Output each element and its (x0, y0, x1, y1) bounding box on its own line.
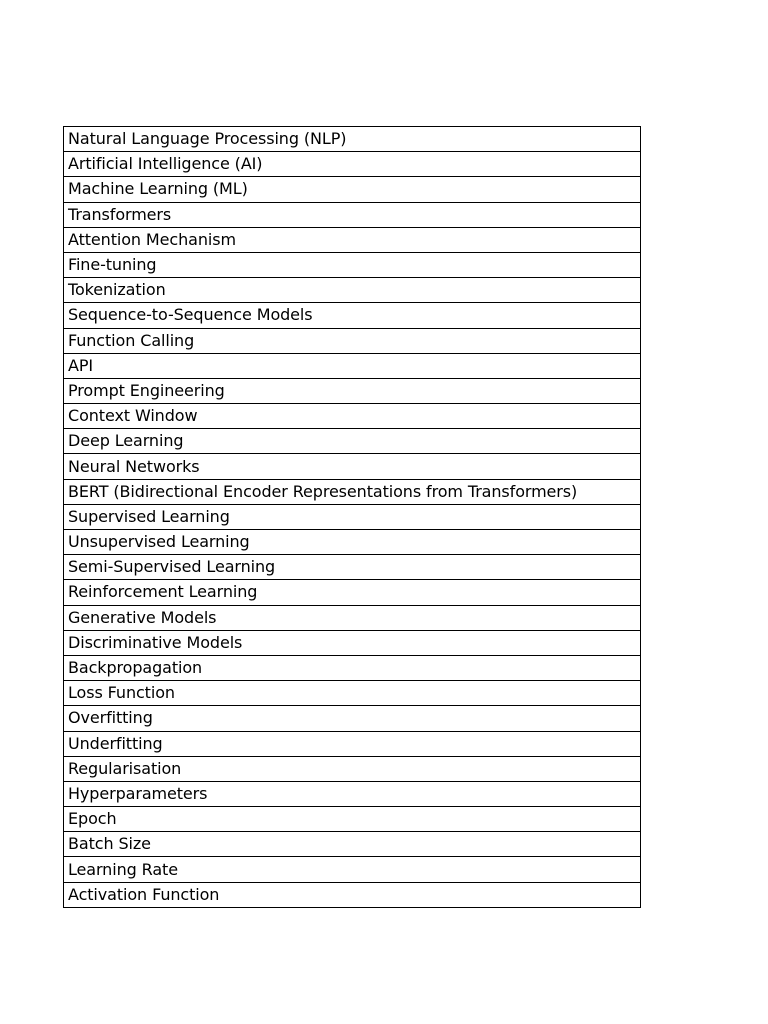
term-cell[interactable]: Epoch (64, 807, 641, 832)
terms-table (63, 126, 641, 908)
term-cell[interactable]: Prompt Engineering (64, 378, 641, 403)
term-cell[interactable]: Artificial Intelligence (AI) (64, 152, 641, 177)
term-cell[interactable]: Activation Function (64, 882, 641, 907)
term-cell[interactable]: Deep Learning (64, 429, 641, 454)
term-cell[interactable]: Function Calling (64, 328, 641, 353)
table-row (64, 202, 641, 227)
table-row (64, 706, 641, 731)
table-row (64, 630, 641, 655)
table-row (64, 781, 641, 806)
term-cell[interactable]: Hyperparameters (64, 781, 641, 806)
table-row (64, 655, 641, 680)
term-cell[interactable]: Supervised Learning (64, 504, 641, 529)
term-cell[interactable]: Tokenization (64, 278, 641, 303)
table-row (64, 530, 641, 555)
term-cell[interactable]: Attention Mechanism (64, 227, 641, 252)
table-row (64, 454, 641, 479)
term-cell[interactable]: Loss Function (64, 681, 641, 706)
table-row (64, 756, 641, 781)
table-row (64, 681, 641, 706)
table-row (64, 227, 641, 252)
table-row (64, 303, 641, 328)
table-row (64, 832, 641, 857)
term-cell[interactable]: Reinforcement Learning (64, 580, 641, 605)
table-row (64, 278, 641, 303)
table-row (64, 504, 641, 529)
term-cell[interactable]: Unsupervised Learning (64, 530, 641, 555)
term-cell[interactable]: Context Window (64, 404, 641, 429)
table-row (64, 177, 641, 202)
term-cell[interactable]: Machine Learning (ML) (64, 177, 641, 202)
term-cell[interactable]: Natural Language Processing (NLP) (64, 127, 641, 152)
term-cell[interactable]: BERT (Bidirectional Encoder Representations from Transformers) (64, 479, 641, 504)
table-row (64, 605, 641, 630)
table-row (64, 378, 641, 403)
table-row (64, 580, 641, 605)
term-cell[interactable]: API (64, 353, 641, 378)
term-cell[interactable]: Generative Models (64, 605, 641, 630)
table-row (64, 127, 641, 152)
term-cell[interactable]: Batch Size (64, 832, 641, 857)
term-cell[interactable]: Neural Networks (64, 454, 641, 479)
table-row (64, 731, 641, 756)
table-row (64, 857, 641, 882)
term-cell[interactable]: Transformers (64, 202, 641, 227)
table-row (64, 429, 641, 454)
table-row (64, 328, 641, 353)
table-row (64, 152, 641, 177)
table-row (64, 252, 641, 277)
term-cell[interactable]: Sequence-to-Sequence Models (64, 303, 641, 328)
term-cell[interactable]: Underfitting (64, 731, 641, 756)
term-cell[interactable]: Fine-tuning (64, 252, 641, 277)
term-cell[interactable]: Discriminative Models (64, 630, 641, 655)
table-row (64, 882, 641, 907)
terms-table-body (64, 127, 641, 908)
term-cell[interactable]: Learning Rate (64, 857, 641, 882)
term-cell[interactable]: Backpropagation (64, 655, 641, 680)
term-cell[interactable]: Semi-Supervised Learning (64, 555, 641, 580)
table-row (64, 353, 641, 378)
term-cell[interactable]: Regularisation (64, 756, 641, 781)
table-row (64, 555, 641, 580)
table-row (64, 404, 641, 429)
term-cell[interactable]: Overfitting (64, 706, 641, 731)
table-row (64, 479, 641, 504)
table-row (64, 807, 641, 832)
